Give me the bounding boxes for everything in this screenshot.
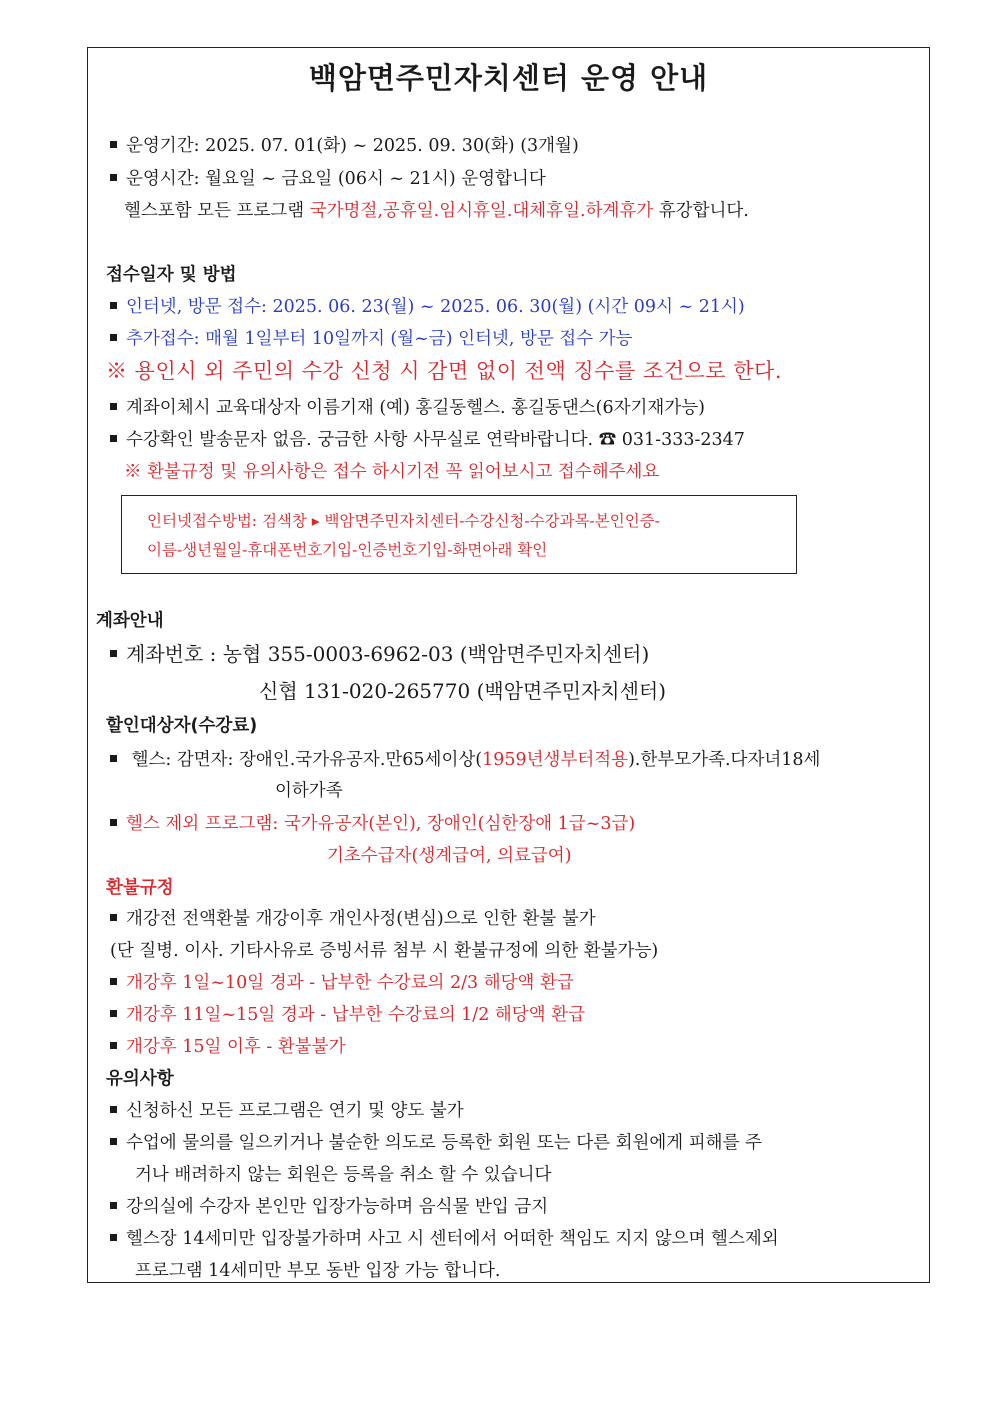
discount-health: [110, 748, 820, 772]
discount-health-suffix: ).한부모가족.다자녀18세: [628, 750, 821, 770]
contact-notice: 수강확인 발송문자 없음. 궁금한 사항 사무실로 연락바랍니다. ☎ 031-333-2347: [110, 428, 745, 452]
refund-before: 개강전 전액환불 개강이후 개인사정(변심)으로 인한 환불 불가: [110, 907, 596, 931]
online-method-line2: 이름-생년월일-휴대폰번호기입-인증번호기입-화면아래 확인: [147, 541, 548, 559]
discount-health-prefix: 헬스: 감면자: 장애인.국가유공자.만65세이상(: [131, 750, 483, 770]
account-heading: 계좌안내: [96, 611, 164, 631]
caution-4b: 프로그램 14세미만 부모 동반 입장 가능 합니다.: [135, 1261, 501, 1281]
discount-other-line1: 헬스 제외 프로그램: 국가유공자(본인), 장애인(심한장애 1급~3급): [110, 812, 635, 836]
closure-suffix: 휴강합니다.: [653, 201, 749, 221]
refund-rule-1: 개강후 1일~10일 경과 - 납부한 수강료의 2/3 해당액 환급: [110, 971, 574, 995]
refund-rule-3: 개강후 15일 이후 - 환불불가: [110, 1035, 345, 1059]
closure-holidays: 국가명절,공휴일.임시휴일.대체휴일.하계휴가: [309, 201, 654, 221]
non-resident-notice: ※ 용인시 외 주민의 수강 신청 시 감면 없이 전액 징수를 조건으로 한다.: [106, 359, 782, 383]
refund-heading: 환불규정: [106, 878, 174, 898]
registration-additional: 추가접수: 매월 1일부터 10일까지 (월~금) 인터넷, 방문 접수 가능: [110, 327, 633, 351]
transfer-name-notice: 계좌이체시 교육대상자 이름기재 (예) 홍길동헬스. 홍길동댄스(6자기재가능): [110, 396, 705, 420]
discount-heading: 할인대상자(수강료): [106, 716, 258, 736]
discount-other-line2: 기초수급자(생계급여, 의료급여): [327, 846, 572, 866]
online-method-line1: 인터넷접수방법: 검색창 ▸ 백암면주민자치센터-수강신청-수강과목-본인인증-: [147, 512, 660, 530]
page-title: 백암면주민자치센터 운영 안내: [308, 61, 709, 95]
operation-hours: 운영시간: 월요일 ~ 금요일 (06시 ~ 21시) 운영합니다: [110, 167, 546, 191]
online-method-box: [121, 495, 797, 574]
registration-heading: 접수일자 및 방법: [106, 265, 237, 285]
read-rules-notice: ※ 환불규정 및 유의사항은 접수 하시기전 꼭 읽어보시고 접수해주세요: [124, 462, 660, 482]
closure-notice: [124, 199, 749, 223]
caution-1: 신청하신 모든 프로그램은 연기 및 양도 불가: [110, 1099, 464, 1123]
refund-rule-2: 개강후 11일~15일 경과 - 납부한 수강료의 1/2 해당액 환급: [110, 1003, 585, 1027]
caution-2b: 거나 배려하지 않는 회원은 등록을 취소 할 수 있습니다: [135, 1165, 552, 1185]
caution-3: 강의실에 수강자 본인만 입장가능하며 음식물 반입 금지: [110, 1195, 548, 1219]
caution-4a: 헬스장 14세미만 입장불가하며 사고 시 센터에서 어떠한 책임도 지지 않으며 헬스제외: [110, 1227, 779, 1251]
discount-health-cont: 이하가족: [275, 781, 343, 801]
operation-period: 운영기간: 2025. 07. 01(화) ~ 2025. 09. 30(화) (3개월): [110, 134, 579, 158]
closure-prefix: 헬스포함 모든 프로그램: [124, 201, 310, 221]
refund-exception: (단 질병. 이사. 기타사유로 증빙서류 첨부 시 환불규정에 의한 환불가능): [110, 941, 659, 961]
caution-2a: 수업에 물의를 일으키거나 불순한 의도로 등록한 회원 또는 다른 회원에게 피해를 주: [110, 1131, 762, 1155]
cautions-heading: 유의사항: [106, 1069, 174, 1089]
account-line1: 계좌번호 : 농협 355-0003-6962-03 (백암면주민자치센터): [110, 642, 649, 666]
discount-health-birthyear: 1959년생부터적용: [482, 750, 629, 770]
account-line2: 신협 131-020-265770 (백암면주민자치센터): [259, 679, 667, 703]
registration-online-visit: 인터넷, 방문 접수: 2025. 06. 23(월) ~ 2025. 06. 30(월) (시간 09시 ~ 21시): [110, 295, 745, 319]
